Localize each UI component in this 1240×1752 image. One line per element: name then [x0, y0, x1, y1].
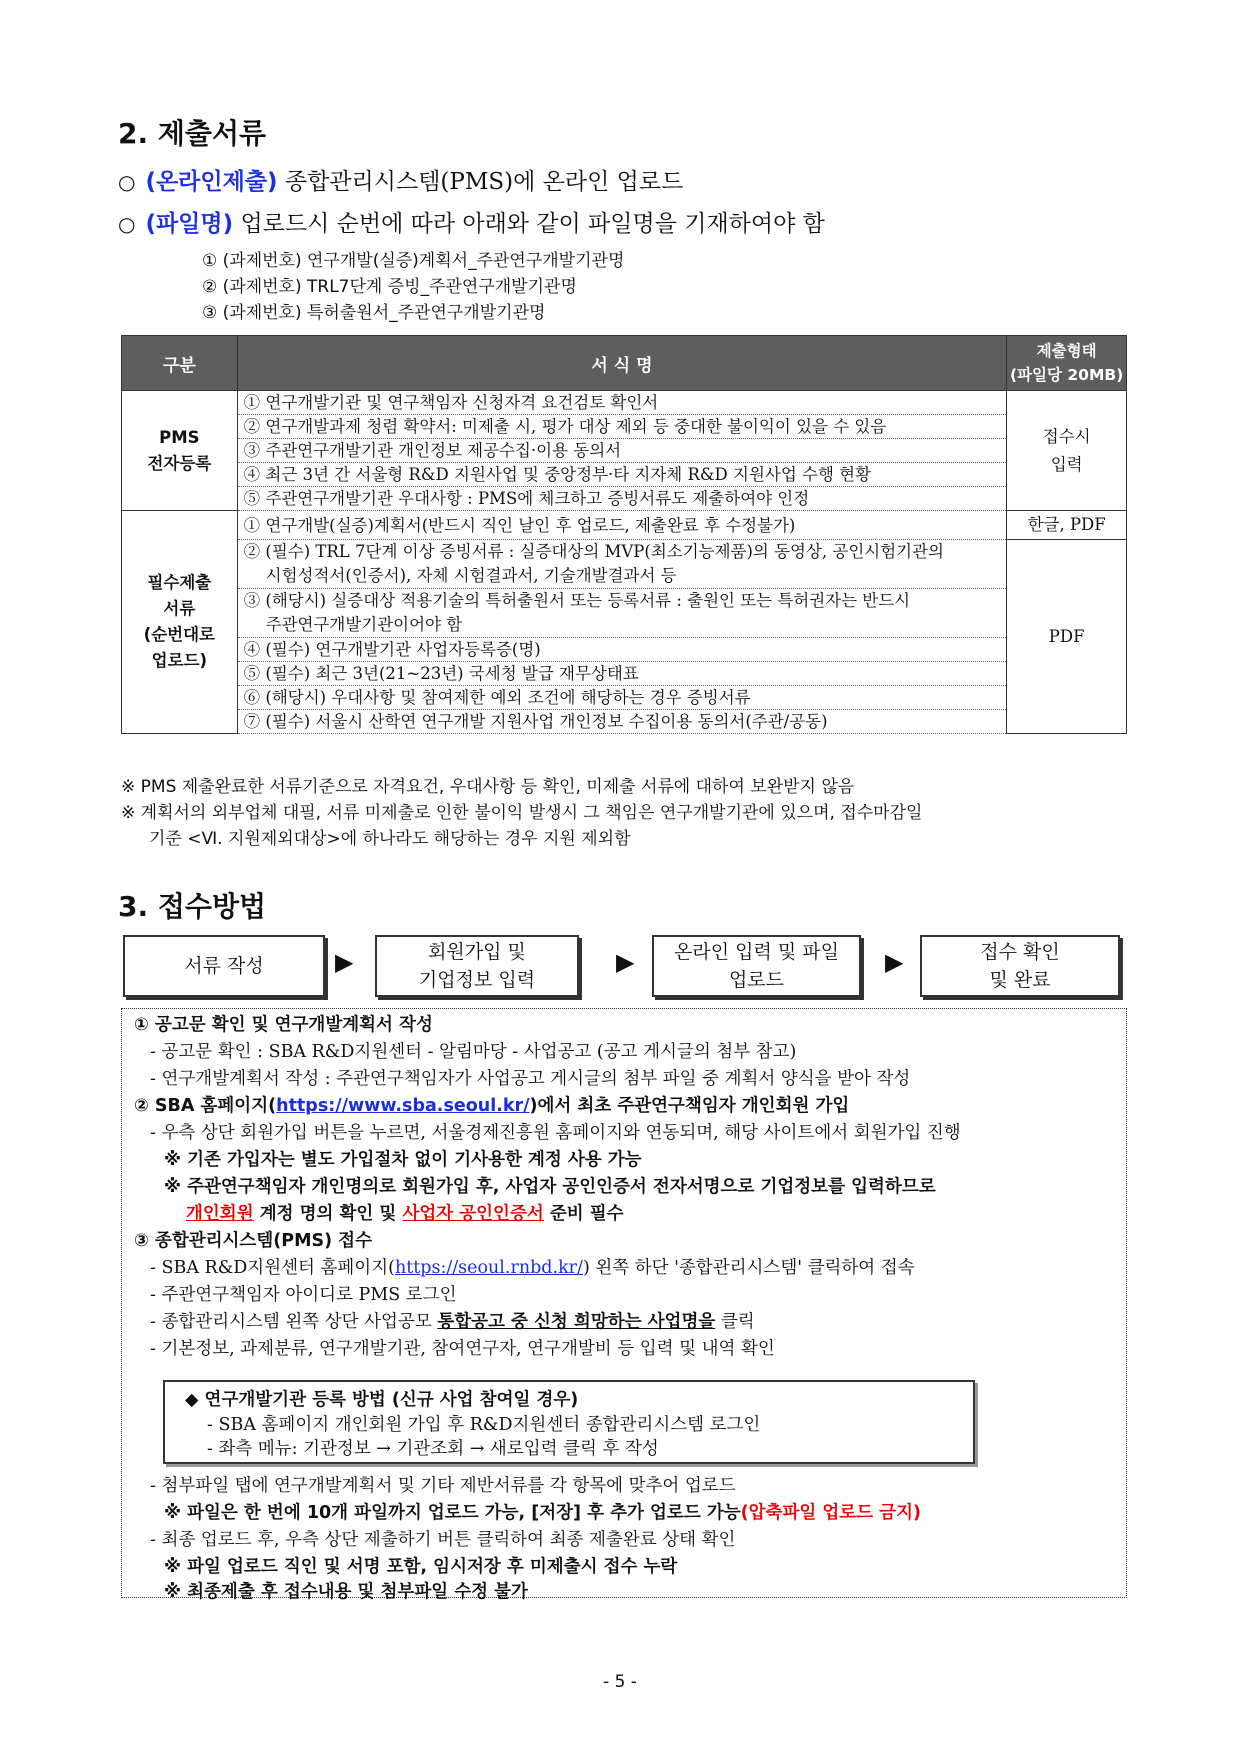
individual-member-text: 개인회원 [186, 1204, 254, 1224]
flow-arrow-icon: ▶ [885, 948, 904, 976]
table-row [122, 589, 1127, 638]
pms-item: ① 연구개발기관 및 연구책임자 신청자격 요건검토 확인서 [237, 391, 1007, 415]
required-item [237, 540, 1007, 589]
header-category: 구분 [122, 336, 238, 391]
step-3-line-pre: - 종합관리시스템 왼쪽 상단 사업공모 [150, 1312, 438, 1332]
procedure-box [121, 1008, 1127, 1602]
step-3-line-emph: 통합공고 중 신청 희망하는 사업명을 [437, 1312, 716, 1332]
step-3-line [150, 1308, 755, 1333]
step-2-note: ※ 기존 가입자는 별도 가입절차 없이 기사용한 계정 사용 가능 [164, 1150, 642, 1170]
required-item-line2: 시험성적서(인증서), 자체 시험결과서, 기술개발결과서 등 [265, 566, 677, 585]
step-2-note: ※ 주관연구책임자 개인명의로 회원가입 후, 사업자 공인인증서 전자서명으로 기업정보를 입력하므로 [164, 1177, 936, 1197]
category-pms-line2: 전자등록 [147, 453, 212, 473]
required-item-line1: ② (필수) TRL 7단계 이상 증빙서류 : 실증대상의 MVP(최소기능제품)의 동영상, 공인시험기관의 [243, 542, 944, 561]
bullet-file-label: (파일명) [145, 211, 234, 237]
flow-step-write-label: 서류 작성 [184, 955, 264, 977]
page-number: - 5 - [603, 1672, 637, 1692]
required-item-line2: 주관연구개발기관이어야 함 [265, 615, 463, 634]
category-required-line: 서류 [163, 599, 196, 618]
no-zip-warning: (압축파일 업로드 금지) [740, 1503, 921, 1523]
step-3-line-pre: - SBA R&D지원센터 홈페이지( [150, 1258, 395, 1278]
step-3-note: ※ 파일 업로드 직인 및 서명 포함, 임시저장 후 미제출시 접수 누락 [164, 1557, 678, 1577]
step-3-line: - 첨부파일 탭에 연구개발계획서 및 기타 제반서류를 각 항목에 맞추어 업로드 [150, 1476, 736, 1496]
document-table [121, 335, 1127, 734]
file-name-item: ③ (과제번호) 특허출원서_주관연구개발기관명 [202, 303, 546, 323]
section-2-title: 2. 제출서류 [118, 117, 267, 150]
pms-item: ③ 주관연구개발기관 개인정보 제공수집·이용 동의서 [237, 439, 1007, 463]
sba-homepage-link[interactable]: https://www.sba.seoul.kr/ [276, 1096, 530, 1116]
step-3-note-pre: ※ 파일은 한 번에 10개 파일까지 업로드 가능, [저장] 후 추가 업로드 가능 [164, 1503, 741, 1523]
note-liability: ※ 계획서의 외부업체 대필, 서류 미제출로 인한 불이익 발생시 그 책임은 연구개발기관에 있으며, 접수마감일 [121, 803, 923, 823]
header-format [1007, 336, 1127, 391]
org-registration-line: - SBA 홈페이지 개인회원 가입 후 R&D지원센터 종합관리시스템 로그인 [207, 1415, 761, 1435]
header-format-line2: (파일당 20MB) [1010, 366, 1124, 384]
flow-step-confirm-line1: 접수 확인 [980, 941, 1060, 963]
category-required-line: (순번대로 [143, 625, 215, 644]
pms-format-line1: 접수시 [1042, 426, 1091, 446]
flow-step-signup-line1: 회원가입 및 [428, 941, 526, 963]
required-rest-format: PDF [1007, 540, 1127, 734]
step-1-line: - 연구개발계획서 작성 : 주관연구책임자가 사업공고 게시글의 첨부 파일 중 계획서 양식을 받아 작성 [150, 1069, 911, 1089]
step-3-line-post: 클릭 [715, 1312, 755, 1332]
category-pms-line1: PMS [159, 427, 200, 447]
table-row [122, 710, 1127, 734]
step-3-line-post: ) 왼쪽 하단 '종합관리시스템' 클릭하여 접속 [582, 1258, 915, 1278]
flow-step-write [123, 935, 325, 997]
step-1-line: - 공고문 확인 : SBA R&D지원센터 - 알림마당 - 사업공고 (공고 게시글의 첨부 참고) [150, 1042, 797, 1062]
org-registration-box [163, 1380, 975, 1464]
required-item: ④ (필수) 연구개발기관 사업자등록증(명) [237, 638, 1007, 662]
step-2-line: - 우측 상단 회원가입 버튼을 누르면, 서울경제진흥원 홈페이지와 연동되며, 해당 사이트에서 회원가입 진행 [150, 1123, 961, 1143]
required-item: ① 연구개발(실증)계획서(반드시 직인 날인 후 업로드, 제출완료 후 수정불가) [237, 511, 1007, 540]
flow-arrow-icon: ▶ [335, 948, 354, 976]
flow-step-signup-line2: 기업정보 입력 [418, 969, 536, 991]
bullet-online-label: (온라인제출) [145, 169, 278, 195]
file-name-item: ② (과제번호) TRL7단계 증빙_주관연구개발기관명 [202, 277, 577, 297]
category-required [122, 511, 238, 734]
table-row [122, 439, 1127, 463]
step-3-line [150, 1254, 915, 1279]
business-cert-text: 사업자 공인인증서 [402, 1204, 544, 1224]
section-2-notes [121, 774, 1131, 852]
table-header-row [122, 336, 1127, 391]
table-row [122, 511, 1127, 540]
pms-item: ④ 최근 3년 간 서울형 R&D 지원사업 및 중앙정부·타 지자체 R&D 지원사업 수행 현황 [237, 463, 1007, 487]
pms-format [1007, 391, 1127, 511]
bullet-online-text: 종합관리시스템(PMS)에 온라인 업로드 [277, 169, 684, 195]
step-2-note-mid: 계정 명의 확인 및 [253, 1204, 403, 1224]
table-row [122, 638, 1127, 662]
step-3-note [164, 1499, 921, 1524]
table-row [122, 487, 1127, 511]
step-3-line: - 기본정보, 과제분류, 연구개발기관, 참여연구자, 연구개발비 등 입력 및 내역 확인 [150, 1339, 775, 1359]
flow-arrow-icon: ▶ [616, 948, 635, 976]
org-registration-line: - 좌측 메뉴: 기관정보 → 기관조회 → 새로입력 클릭 후 작성 [207, 1439, 659, 1459]
table-row [122, 391, 1127, 415]
rnbd-homepage-link[interactable]: https://seoul.rnbd.kr/ [394, 1258, 583, 1278]
bullet-circle: ○ [118, 212, 136, 236]
step-2-note-cont [186, 1200, 624, 1225]
required-item: ⑤ (필수) 최근 3년(21~23년) 국세청 발급 재무상태표 [237, 662, 1007, 686]
bullet-circle: ○ [118, 170, 136, 194]
bullet-file-text: 업로드시 순번에 따라 아래와 같이 파일명을 기재하여야 함 [233, 211, 825, 237]
required-item: ⑦ (필수) 서울시 산학연 연구개발 지원사업 개인정보 수집이용 동의서(주관/공동) [237, 710, 1007, 734]
file-name-item: ① (과제번호) 연구개발(실증)계획서_주관연구개발기관명 [202, 251, 625, 271]
category-required-line: 업로드) [151, 651, 207, 670]
file-name-list [202, 248, 624, 326]
required-item-line1: ③ (해당시) 실증대상 적용기술의 특허출원서 또는 등록서류 : 출원인 또는 특허권자는 반드시 [243, 591, 911, 610]
flow-step-upload [652, 935, 861, 997]
flow-step-signup [375, 935, 579, 997]
table-row [122, 463, 1127, 487]
pms-item: ⑤ 주관연구개발기관 우대사항 : PMS에 체크하고 증빙서류도 제출하여야 인정 [237, 487, 1007, 511]
step-3-line: - 주관연구책임자 아이디로 PMS 로그인 [150, 1285, 457, 1305]
pms-format-line2: 입력 [1050, 454, 1083, 474]
step-2-heading-post: )에서 최초 주관연구책임자 개인회원 가입 [529, 1096, 850, 1116]
flow-step-upload-line1: 온라인 입력 및 파일 [674, 941, 839, 963]
required-item [237, 589, 1007, 638]
section-3-title: 3. 접수방법 [118, 890, 267, 923]
required-item: ⑥ (해당시) 우대사항 및 참여제한 예외 조건에 해당하는 경우 증빙서류 [237, 686, 1007, 710]
flow-step-confirm [920, 935, 1120, 997]
step-3-line: - 최종 업로드 후, 우측 상단 제출하기 버튼 클릭하여 최종 제출완료 상태 확인 [150, 1530, 736, 1550]
category-required-line: 필수제출 [147, 573, 212, 592]
step-2-note-end: 준비 필수 [543, 1204, 624, 1224]
note-pms: ※ PMS 제출완료한 서류기준으로 자격요건, 우대사항 등 확인, 미제출 서류에 대하여 보완받지 않음 [121, 777, 855, 797]
step-2-heading [134, 1092, 849, 1117]
table-row [122, 686, 1127, 710]
bullet-file-name [118, 205, 825, 238]
org-registration-title: ◆ 연구개발기관 등록 방법 (신규 사업 참여일 경우) [185, 1390, 579, 1410]
step-2-heading-pre: ② SBA 홈페이지( [134, 1096, 277, 1116]
step-3-note: ※ 최종제출 후 접수내용 및 첨부파일 수정 불가 [164, 1582, 528, 1602]
pms-item: ② 연구개발과제 청렴 확약서: 미제출 시, 평가 대상 제외 등 중대한 불이익이 있을 수 있음 [237, 415, 1007, 439]
table-row [122, 415, 1127, 439]
flow-step-confirm-line2: 및 완료 [989, 969, 1051, 991]
bullet-online-submit [118, 163, 683, 196]
flow-step-upload-line2: 업로드 [728, 969, 785, 991]
step-3-heading: ③ 종합관리시스템(PMS) 접수 [134, 1231, 372, 1251]
table-row [122, 662, 1127, 686]
required-first-format: 한글, PDF [1007, 511, 1127, 540]
step-1-heading: ① 공고문 확인 및 연구개발계획서 작성 [134, 1015, 433, 1035]
category-pms [122, 391, 238, 511]
header-name: 서 식 명 [237, 336, 1007, 391]
header-format-line1: 제출형태 [1036, 342, 1097, 360]
note-liability-cont: 기준 <Ⅵ. 지원제외대상>에 하나라도 해당하는 경우 지원 제외함 [149, 829, 631, 849]
table-row [122, 540, 1127, 589]
